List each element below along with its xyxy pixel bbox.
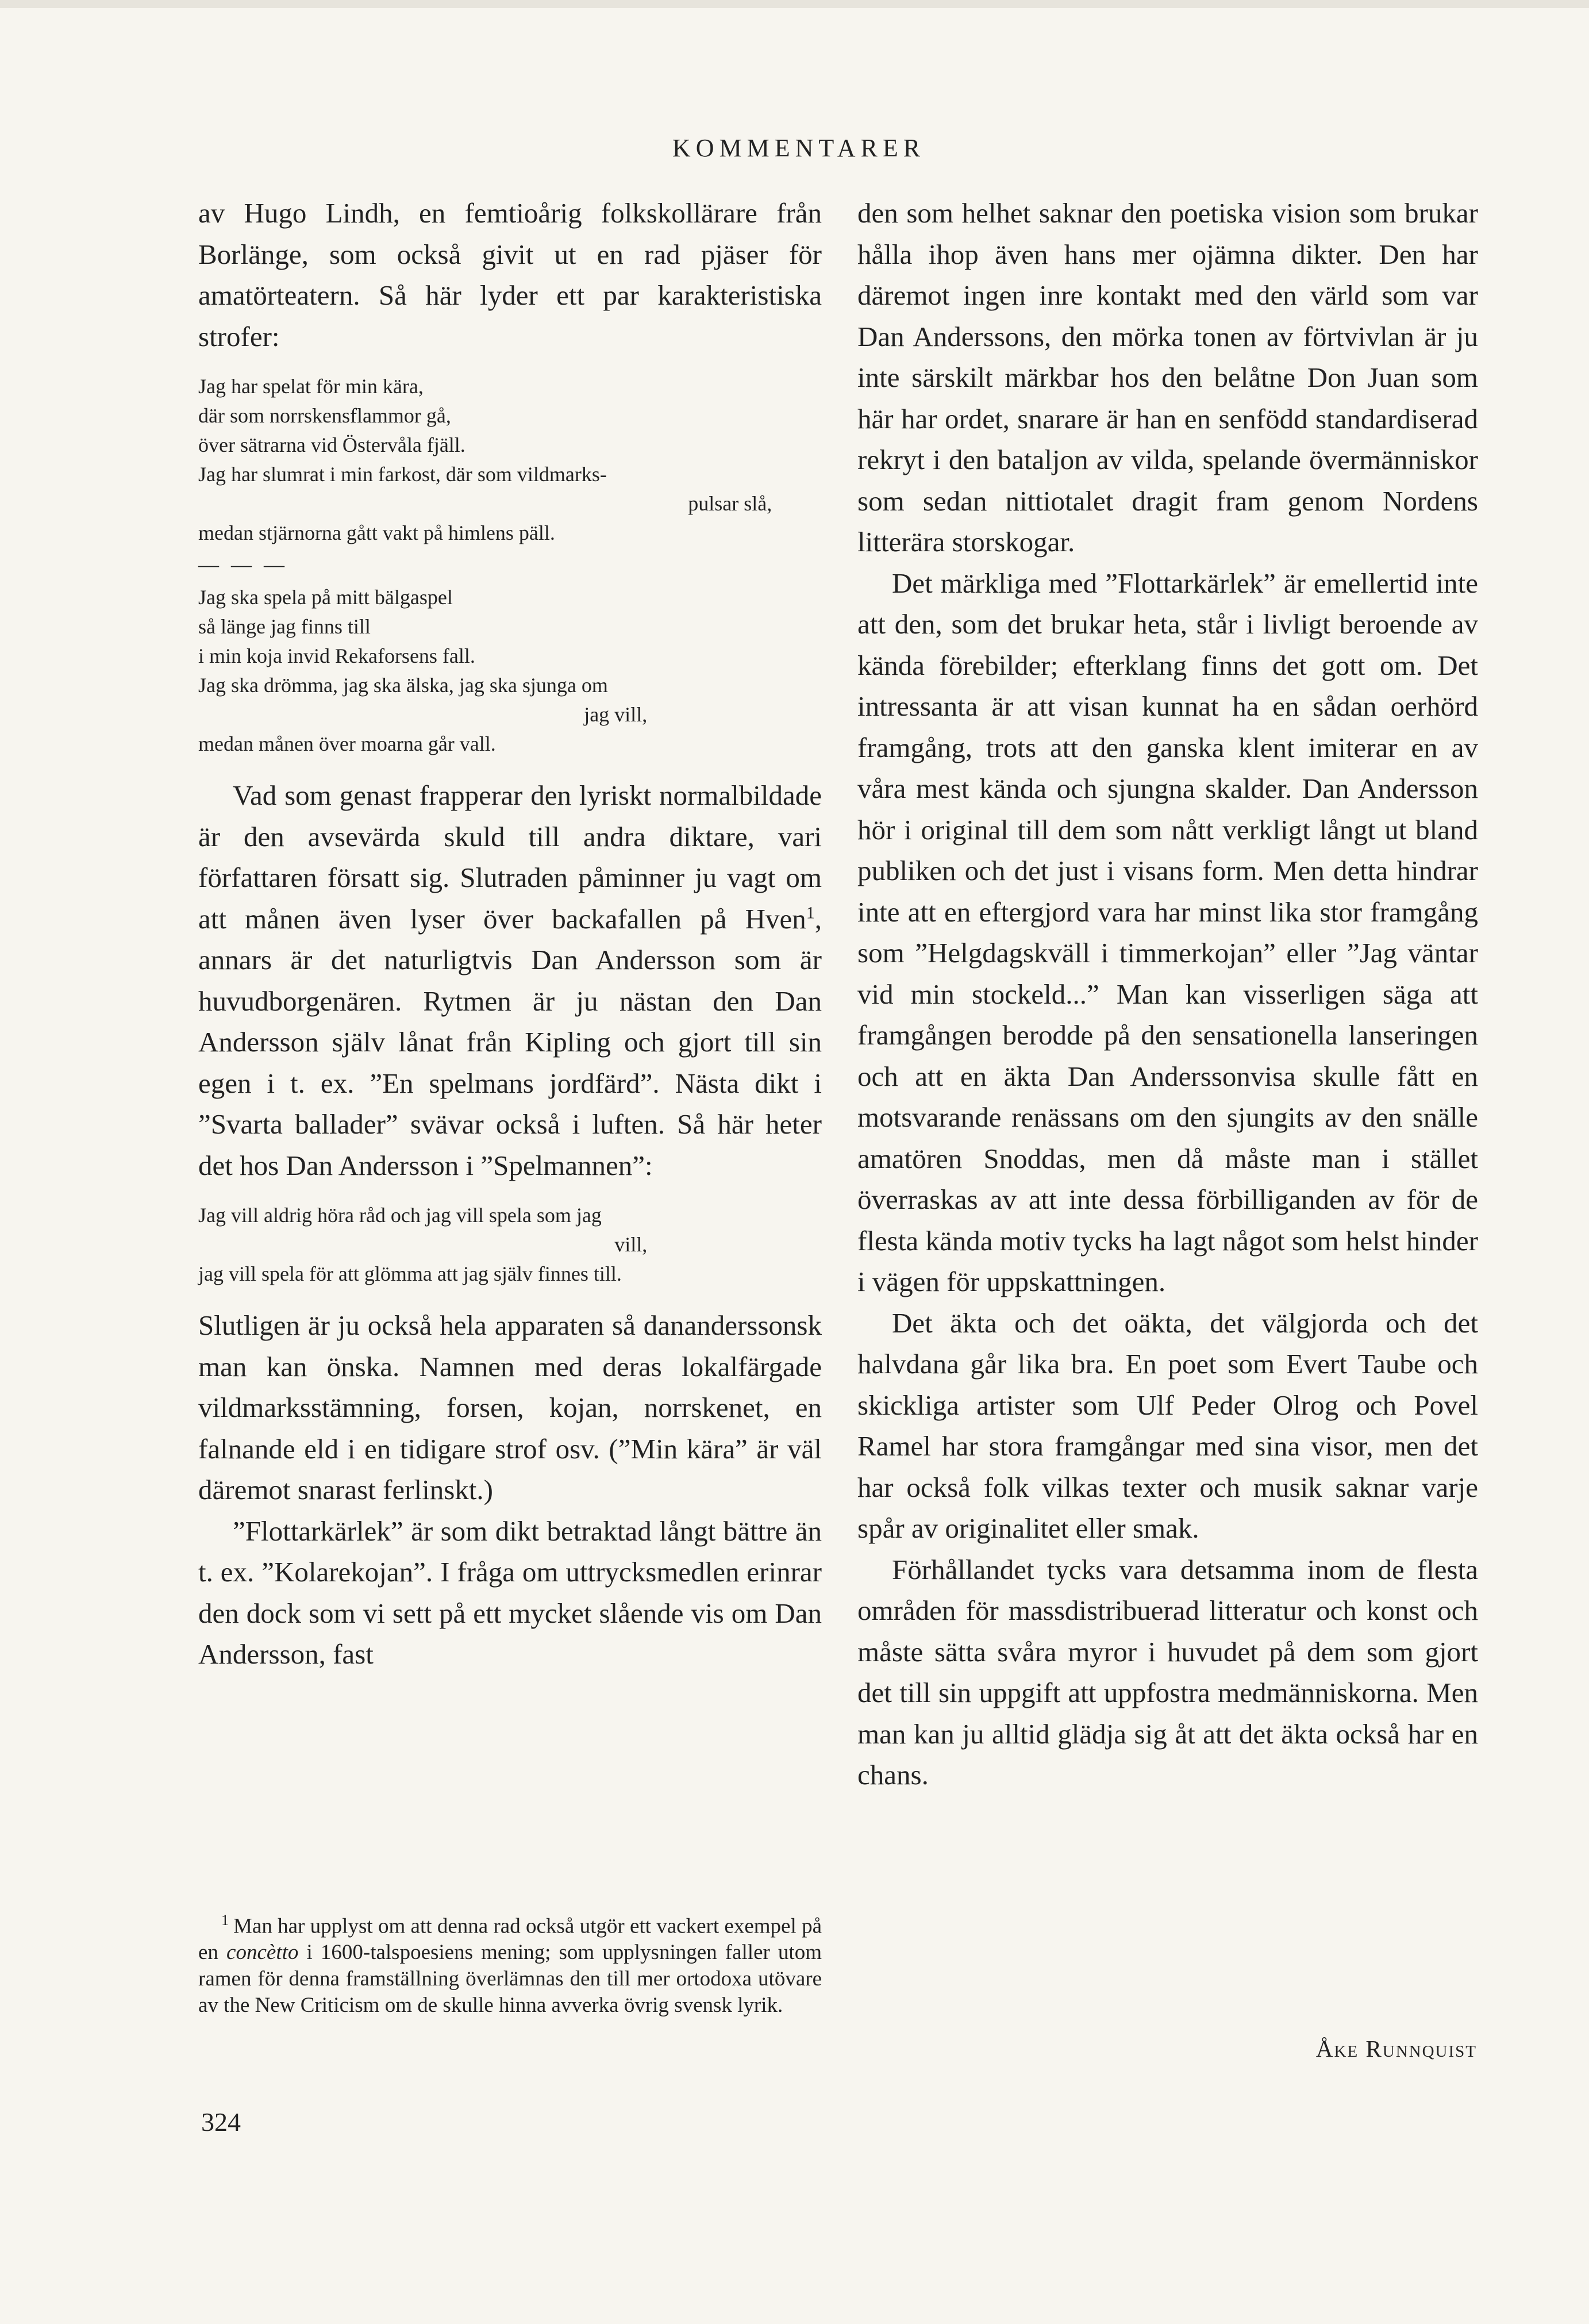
paragraph: av Hugo Lindh, en femtioårig folkskollärare från Borlänge, som också givit ut en rad pjäser för amatörteatern. Så här lyder ett par karakteristiska strofer:	[198, 197, 822, 352]
footnote-text: i 1600-talspoesiens mening; som upplysningen faller utom ramen för denna framställning överlämnas den till mer ortodoxa utövare av the New Criticism om de skulle hinna avverka övrig svensk lyrik.	[198, 1941, 822, 2018]
right-column	[857, 193, 1478, 1796]
paragraph: ”Flottarkärlek” är som dikt betraktad långt bättre än t. ex. ”Kolarekojan”. I fråga om uttrycksmedlen erinrar den dock som vi sett på ett mycket slående vis om Dan Andersson, fast	[198, 1515, 822, 1670]
verse-line: jag vill spela för att glömma att jag själv finnes till.	[198, 1262, 622, 1285]
footnote-text: Man har upplyst om att denna rad också utgör ett vackert exempel på en	[198, 1914, 822, 1965]
verse-line: där som norrskensflammor gå,	[198, 404, 451, 427]
verse-line: Jag ska drömma, jag ska älska, jag ska sjunga om	[198, 674, 608, 697]
verse-line: medan månen över moarna går vall.	[198, 732, 496, 755]
paragraph: Det äkta och det oäkta, det välgjorda och det halvdana går lika bra. En poet som Evert Taube och skickliga artister som Ulf Peder Olrog och Povel Ramel har stora framgångar med sina visor, men det har också folk vilkas texter och musik saknar varje spår av originalitet eller smak.	[857, 1307, 1478, 1544]
paragraph: Förhållandet tycks vara detsamma inom de flesta områden för massdistribuerad litteratur och konst och måste sätta svåra myror i huvudet på dem som gjort det till sin uppgift att uppfostra medmänniskorna. Men man kan ju alltid glädja sig åt att det äkta också har en chans.	[857, 1553, 1478, 1791]
running-header: KOMMENTARER	[672, 134, 926, 162]
paragraph: den som helhet saknar den poetiska vision som brukar hålla ihop även hans mer ojämna dikter. Den har däremot ingen inre kontakt med den värld som var Dan Anderssons, den mörka tonen av förtvivlan är ju inte särskilt märkbar hos den belåtne Don Juan som här har ordet, snarare är han en senfödd standardiserad rekryt i den bataljon av vilda, spelande övermänniskor som sedan nittiotalet dragit fram genom Nordens litterära storskogar.	[857, 197, 1478, 558]
verse-line: Jag har slumrat i min farkost, där som vildmarks-	[198, 463, 607, 486]
left-column	[198, 193, 822, 1675]
verse-line: Jag har spelat för min kära,	[198, 375, 424, 398]
verse-line: i min koja invid Rekaforsens fall.	[198, 644, 475, 667]
paragraph	[198, 775, 822, 1186]
verse-quote-2	[198, 1201, 822, 1289]
verse-line: Jag ska spela på mitt bälgaspel	[198, 586, 453, 609]
verse-quote-1	[198, 372, 822, 759]
verse-line: över sätrarna vid Östervåla fjäll.	[198, 433, 465, 456]
verse-line: så länge jag finns till	[198, 615, 371, 638]
footnote-reference: 1	[806, 903, 815, 923]
stanza-separator: — — —	[198, 553, 288, 576]
paragraph-text: Vad som genast frapperar den lyriskt normalbildade är den avsevärda skuld till andra diktare, vari författaren försatt sig. Slutraden påminner ju vagt om att månen även lyser över backafallen på Hven	[198, 779, 822, 935]
verse-line-continuation: jag vill,	[584, 703, 648, 726]
verse-line-continuation: pulsar slå,	[688, 492, 772, 515]
paragraph: Slutligen är ju också hela apparaten så dananderssonsk man kan önska. Namnen med deras lokalfärgade vildmarksstämning, forsen, kojan, norrskenet, en falnande eld i en tidigare strof osv. (”Min kära” är väl däremot snarast ferlinskt.)	[198, 1309, 822, 1505]
page-number: 324	[201, 2107, 241, 2137]
footnote	[198, 1907, 822, 2019]
verse-line: Jag vill aldrig höra råd och jag vill spela som jag	[198, 1204, 602, 1227]
paragraph-text: , annars är det naturligtvis Dan Andersson som är huvudborgenären. Rytmen är ju nästan den Dan Andersson själv lånat från Kipling och gjort till sin egen i t. ex. ”En spelmans jordfärd”. Nästa dikt i ”Svarta ballader” svävar också i luften. Så här heter det hos Dan Andersson i ”Spelmannen”:	[198, 902, 822, 1181]
footnote-italic-term: concètto	[226, 1941, 299, 1965]
author-signature: Åke Runnquist	[1315, 2035, 1477, 2062]
verse-line: medan stjärnorna gått vakt på himlens päll.	[198, 521, 555, 544]
page-edge	[0, 0, 1589, 8]
verse-line-continuation: vill,	[614, 1233, 648, 1256]
footnote-mark: 1	[221, 1912, 229, 1929]
paragraph: Det märkliga med ”Flottarkärlek” är emellertid inte att den, som det brukar heta, står i livligt beroende av kända förebilder; efterklang finns det gott om. Det intressanta är att visan kunnat ha en sådan oerhörd framgång, trots att den ganska klent imiterar en av våra mest kända och sjungna skalder. Dan Andersson hör i original till dem som nått verkligt långt ut bland publiken och det just i visans form. Men detta hindrar inte att en eftergjord vara har minst lika stor framgång som ”Helgdagskväll i timmerkojan” eller ”Jag väntar vid min stockeld...” Man kan visserligen säga att framgången berodde på den sensationella lanseringen och att en äkta Dan Anderssonvisa skulle fått en motsvarande renässans om den sjungits av den snälle amatören Snoddas, men då måste man i stället överraskas av att inte dessa förbilliganden av för de flesta kända motiv tycks ha lagt något som helst hinder i vägen för uppskattningen.	[857, 567, 1478, 1297]
